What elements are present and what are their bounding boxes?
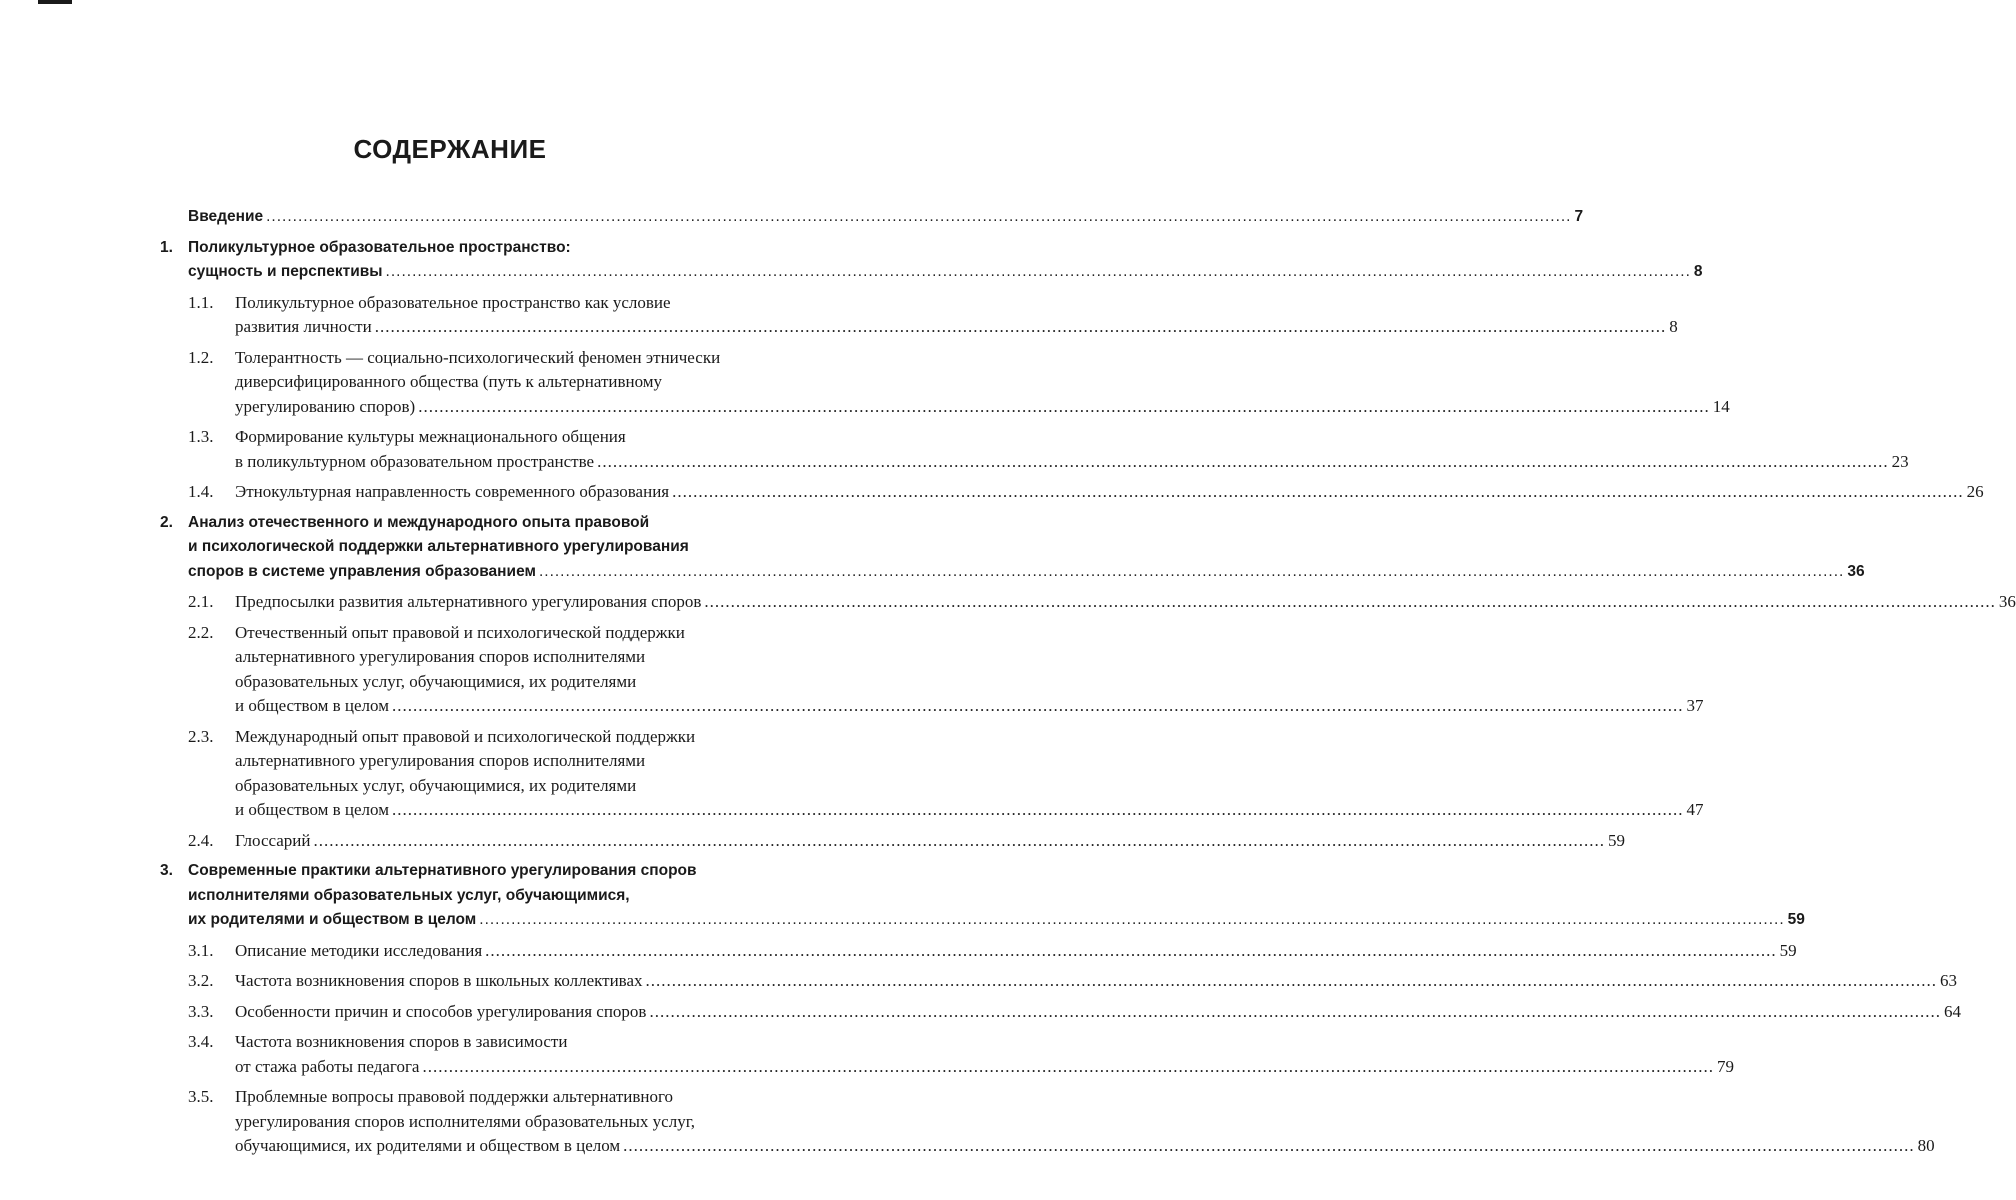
toc-entry-number: 2.2. bbox=[188, 622, 214, 642]
toc-entry-number: 3.5. bbox=[188, 1087, 214, 1106]
toc-entry-title-line: споров в системе управления образованием bbox=[188, 562, 536, 580]
toc-entry bbox=[160, 969, 1958, 994]
toc-entry-title-line: альтернативного урегулирования споров исполнителями bbox=[235, 751, 646, 770]
toc-page-number: 37 bbox=[1686, 696, 1704, 715]
toc-entry-number: 2.3. bbox=[188, 726, 214, 746]
toc-entry-number: 1.3. bbox=[188, 427, 214, 446]
toc-entry-number bbox=[160, 205, 188, 230]
dot-leader bbox=[649, 1000, 1941, 1025]
toc-entry bbox=[160, 291, 1678, 340]
toc-page-number: 59 bbox=[1608, 830, 1625, 850]
toc-page-number: 23 bbox=[1891, 451, 1909, 471]
toc-entry-title-line: их родителями и обществом в целом bbox=[188, 911, 477, 928]
toc-entry-number: 3. bbox=[160, 862, 173, 879]
toc-page-number: 26 bbox=[1966, 482, 1984, 501]
toc-page-number: 8 bbox=[1669, 317, 1678, 336]
toc-entry-title-line: Отечественный опыт правовой и психологической поддержки bbox=[235, 622, 685, 642]
toc-entry-number: 1.4. bbox=[188, 482, 214, 501]
toc-entry-title-line: урегулированию споров) bbox=[235, 396, 416, 416]
toc-entry bbox=[160, 480, 1984, 505]
toc-entry-number: 3.1. bbox=[188, 940, 214, 960]
toc-entry bbox=[160, 939, 1797, 964]
toc-entry bbox=[160, 511, 1865, 585]
toc-entry bbox=[160, 236, 1703, 285]
toc-page-number: 36 bbox=[1847, 562, 1865, 580]
toc-entry-number: 2. bbox=[160, 513, 173, 531]
toc-entry-title-line: обучающимися, их родителями и обществом в целом bbox=[235, 1136, 621, 1155]
page-title: СОДЕРЖАНИЕ bbox=[353, 134, 547, 164]
toc-entry-title-line: и обществом в целом bbox=[235, 800, 389, 819]
toc-entry bbox=[160, 859, 1805, 933]
toc-entry bbox=[160, 205, 1584, 230]
toc-entry bbox=[160, 1085, 1935, 1159]
toc-entry bbox=[160, 725, 1704, 823]
toc-page-number: 59 bbox=[1779, 940, 1797, 960]
toc-entry bbox=[160, 1030, 1734, 1079]
toc-page-number: 47 bbox=[1686, 800, 1704, 819]
toc-page-number: 59 bbox=[1787, 911, 1805, 928]
toc-entry bbox=[160, 425, 1909, 474]
toc-entry-title-line: Поликультурное образовательное пространство как условие bbox=[235, 292, 671, 312]
toc-entry-title-line: Введение bbox=[188, 208, 264, 225]
toc-page-number: 79 bbox=[1716, 1056, 1734, 1076]
toc-entry-title-line: в поликультурном образовательном пространстве bbox=[235, 451, 595, 471]
dot-leader bbox=[386, 260, 1691, 285]
dot-leader bbox=[646, 969, 1938, 994]
dot-leader bbox=[672, 480, 1964, 505]
table-of-contents bbox=[160, 205, 2016, 1165]
toc-entry-number: 2.1. bbox=[188, 592, 214, 611]
toc-entry-number: 1.2. bbox=[188, 347, 214, 367]
toc-entry-title-line: от стажа работы педагога bbox=[235, 1056, 420, 1076]
toc-entry-title-line: и психологической поддержки альтернативного урегулирования bbox=[188, 538, 689, 555]
toc-entry-number: 3.4. bbox=[188, 1032, 214, 1051]
toc-entry-title-line: и обществом в целом bbox=[235, 696, 389, 715]
toc-entry-number: 2.4. bbox=[188, 830, 214, 850]
toc-entry-title-line: Анализ отечественного и международного опыта правовой bbox=[188, 513, 650, 531]
toc-entry-number: 1.1. bbox=[188, 292, 214, 312]
dot-leader bbox=[375, 315, 1667, 340]
dot-leader bbox=[539, 560, 1844, 585]
toc-entry-title-line: сущность и перспективы bbox=[188, 263, 383, 280]
toc-entry-title-line: Современные практики альтернативного урегулирования споров bbox=[188, 862, 697, 879]
toc-entry-title-line: образовательных услуг, обучающимися, их родителями bbox=[235, 775, 637, 795]
toc-entry-title-line: Частота возникновения споров в зависимости bbox=[235, 1032, 568, 1051]
toc-entry bbox=[160, 590, 2016, 615]
toc-entry-number: 1. bbox=[160, 238, 173, 256]
dot-leader bbox=[704, 590, 1996, 615]
toc-entry-title-line: Особенности причин и способов урегулирования споров bbox=[235, 1001, 647, 1021]
dot-leader bbox=[485, 939, 1777, 964]
dot-leader bbox=[479, 908, 1784, 933]
toc-entry-title-line: Этнокультурная направленность современного образования bbox=[235, 482, 670, 501]
toc-entry-title-line: Предпосылки развития альтернативного урегулирования споров bbox=[235, 592, 702, 611]
toc-entry-title-line: Формирование культуры межнационального общения bbox=[235, 427, 626, 446]
toc-page-number: 36 bbox=[1998, 592, 2016, 611]
toc-entry-title-line: альтернативного урегулирования споров исполнителями bbox=[235, 647, 646, 666]
toc-page-number: 8 bbox=[1693, 263, 1703, 280]
toc-page-number: 80 bbox=[1917, 1136, 1935, 1155]
toc-entry-title-line: Глоссарий bbox=[235, 830, 311, 850]
dot-leader bbox=[392, 798, 1684, 823]
toc-entry-title-line: Толерантность — социально-психологический феномен этнически bbox=[235, 347, 721, 367]
toc-page-number: 64 bbox=[1943, 1001, 1961, 1021]
dot-leader bbox=[392, 694, 1684, 719]
toc-entry bbox=[160, 1000, 1961, 1025]
corner-mark bbox=[38, 0, 72, 4]
toc-entry-title-line: Частота возникновения споров в школьных коллективах bbox=[235, 971, 643, 990]
dot-leader bbox=[266, 205, 1571, 230]
toc-entry-title-line: диверсифицированного общества (путь к альтернативному bbox=[235, 372, 663, 391]
toc-entry-number: 3.3. bbox=[188, 1001, 214, 1021]
toc-entry-title-line: исполнителями образовательных услуг, обучающимися, bbox=[188, 886, 630, 904]
toc-entry-title-line: Поликультурное образовательное пространство: bbox=[188, 238, 571, 256]
toc-entry-title-line: Международный опыт правовой и психологической поддержки bbox=[235, 726, 696, 746]
toc-entry-title-line: образовательных услуг, обучающимися, их родителями bbox=[235, 671, 637, 691]
toc-page-number: 63 bbox=[1940, 971, 1958, 990]
toc-entry bbox=[160, 829, 1625, 854]
dot-leader bbox=[597, 450, 1889, 475]
toc-entry-title-line: развития личности bbox=[235, 317, 372, 336]
toc-page-number: 14 bbox=[1712, 396, 1730, 416]
dot-leader bbox=[418, 395, 1710, 420]
toc-entry-title-line: урегулирования споров исполнителями образовательных услуг, bbox=[235, 1111, 695, 1131]
toc-entry bbox=[160, 621, 1704, 719]
dot-leader bbox=[422, 1055, 1714, 1080]
toc-page-number: 7 bbox=[1574, 208, 1584, 225]
toc-entry-title-line: Описание методики исследования bbox=[235, 940, 483, 960]
dot-leader bbox=[314, 829, 1606, 854]
toc-entry-number: 3.2. bbox=[188, 971, 214, 990]
toc-entry-title-line: Проблемные вопросы правовой поддержки альтернативного bbox=[235, 1087, 674, 1106]
dot-leader bbox=[623, 1134, 1915, 1159]
toc-entry bbox=[160, 346, 1730, 420]
